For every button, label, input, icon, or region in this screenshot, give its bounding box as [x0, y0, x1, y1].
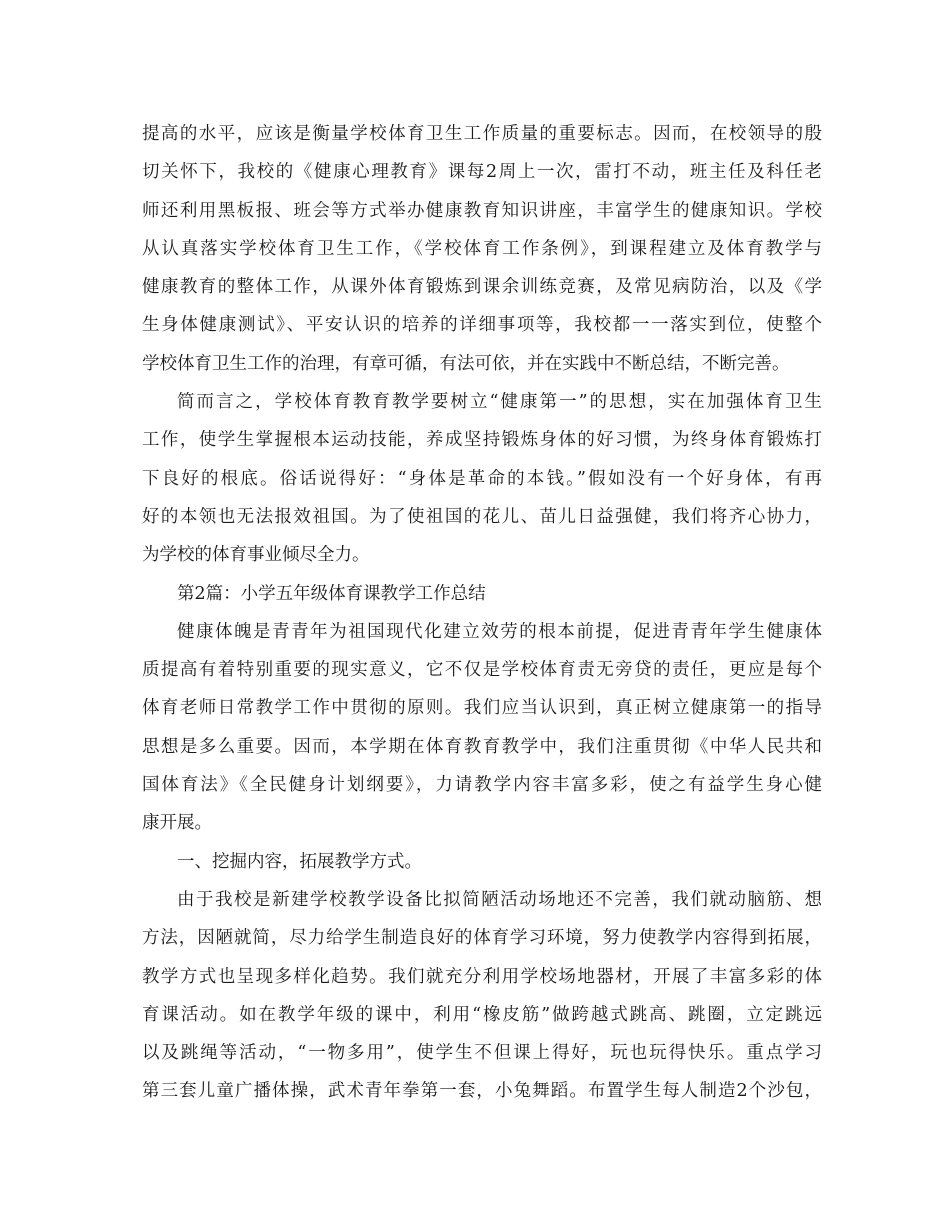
document-body: [142, 115, 822, 1111]
text-line: 师还利用黑板报、班会等方式举办健康教育知识讲座，丰富学生的健康知识。学校: [142, 200, 822, 221]
text-line: 体育老师日常教学工作中贯彻的原则。我们应当认识到，真正树立健康第一的指导: [142, 698, 822, 719]
text-line: 思想是多么重要。因而，本学期在体育教育教学中，我们注重贯彻《中华人民共和: [142, 736, 822, 757]
text-line: 方法，因陋就简，尽力给学生制造良好的体育学习环境，努力使教学内容得到拓展，: [142, 928, 822, 949]
text-line: 好的本领也无法报效祖国。为了使祖国的花儿、苗儿日益强健，我们将齐心协力，: [142, 506, 822, 527]
text-line: 国体育法》《全民健身计划纲要》，力请教学内容丰富多彩，使之有益学生身心健: [142, 775, 822, 796]
text-line: 一、挖掘内容，拓展教学方式。: [177, 851, 422, 872]
text-line: 切关怀下，我校的《健康心理教育》课每2周上一次，雷打不动，班主任及科任老: [142, 162, 822, 183]
text-line: 提高的水平，应该是衡量学校体育卫生工作质量的重要标志。因而，在校领导的殷: [142, 124, 822, 144]
text-line: 健康体魄是青青年为祖国现代化建立效劳的根本前提，促进青青年学生健康体: [177, 621, 822, 642]
text-line: 由于我校是新建学校教学设备比拟简陋活动场地还不完善，我们就动脑筋、想: [177, 889, 822, 910]
text-line: 学校体育卫生工作的治理，有章可循，有法可依，并在实践中不断总结，不断完善。: [142, 353, 790, 374]
text-line: 为学校的体育事业倾尽全力。: [142, 545, 370, 566]
text-line: 下良好的根底。俗话说得好：“身体是革命的本钱。”假如没有一个好身体，有再: [142, 468, 822, 489]
text-line: 健康教育的整体工作，从课外体育锻炼到课余训练竞赛，及常见病防治，以及《学: [142, 277, 822, 298]
text-line: 第三套儿童广播体操，武术青年拳第一套，小兔舞蹈。布置学生每人制造2个沙包，: [142, 1081, 822, 1102]
text-line: 第2篇：小学五年级体育课教学工作总结: [177, 583, 486, 604]
text-line: 生身体健康测试》、平安认识的培养的详细事项等，我校都一一落实到位，使整个: [142, 315, 822, 336]
text-line: 工作，使学生掌握根本运动技能，养成坚持锻炼身体的好习惯，为终身体育锻炼打: [142, 430, 822, 451]
text-line: 简而言之，学校体育教育教学要树立“健康第一”的思想，实在加强体育卫生: [177, 392, 822, 413]
text-line: 从认真落实学校体育卫生工作，《学校体育工作条例》，到课程建立及体育教学与: [142, 238, 822, 259]
text-line: 康开展。: [142, 813, 212, 834]
text-line: 育课活动。如在教学年级的课中，利用“橡皮筋”做跨越式跳高、跳圈，立定跳远: [142, 1004, 822, 1025]
text-line: 以及跳绳等活动，“一物多用”，使学生不但课上得好，玩也玩得快乐。重点学习: [142, 1043, 822, 1064]
text-line: 质提高有着特别重要的现实意义，它不仅是学校体育责无旁贷的责任，更应是每个: [142, 660, 822, 681]
text-line: 教学方式也呈现多样化趋势。我们就充分利用学校场地器材，开展了丰富多彩的体: [142, 966, 822, 987]
